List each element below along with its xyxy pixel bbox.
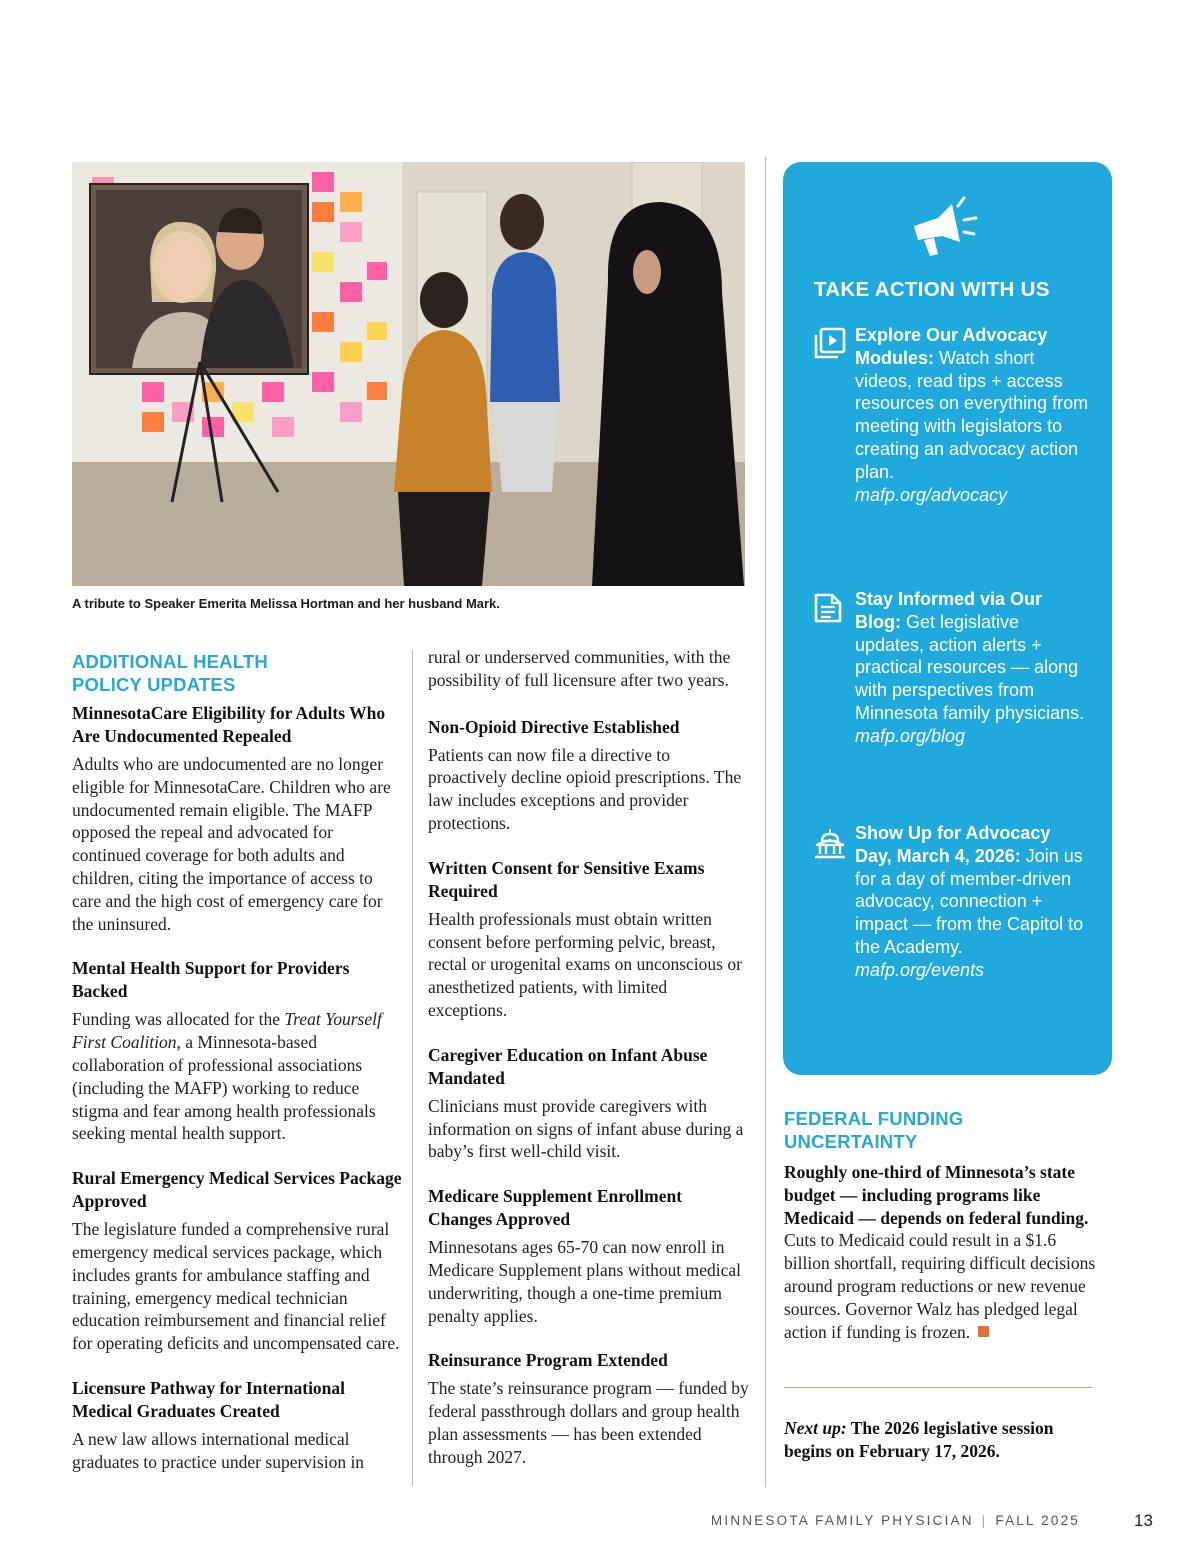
additional-updates-column-1 (72, 650, 402, 1474)
article-caregiver-education (428, 1044, 750, 1163)
article-body: A new law allows international medical graduates to practice under supervision in (72, 1428, 365, 1472)
publication-name: MINNESOTA FAMILY PHYSICIAN (710, 1513, 974, 1528)
capitol-building-icon (813, 828, 847, 860)
tribute-photo (72, 162, 745, 586)
article-headline: Non-Opioid Directive Established (428, 716, 680, 737)
article-headline: Rural Emergency Medical Services Package Approved (72, 1168, 402, 1212)
next-up-note: Next up: The 2026 legislative session begins on February 17, 2026. (784, 1418, 1054, 1461)
article-headline: MinnesotaCare Eligibility for Adults Who Are Undocumented Repealed (72, 703, 386, 746)
take-action-title: TAKE ACTION WITH US (814, 278, 1050, 301)
article-reinsurance (428, 1349, 750, 1468)
article-medicare-supplement (428, 1185, 750, 1327)
article-mental-health (72, 957, 402, 1145)
article-headline: Caregiver Education on Infant Abuse Mandated (428, 1044, 708, 1088)
coalition-name: Treat Yourself First Coalition (72, 1009, 382, 1053)
article-body: Clinicians must provide caregivers with information on signs of infant abuse during a baby’s first well-child visit. (428, 1095, 744, 1162)
article-headline: Licensure Pathway for International Medical Graduates Created (72, 1377, 346, 1421)
article-minnesotacare (72, 702, 402, 935)
events-link[interactable]: mafp.org/events (855, 959, 985, 980)
article-non-opioid (428, 716, 750, 835)
video-modules-icon (813, 326, 847, 360)
article-body: Adults who are undocumented are no longer eligible for MinnesotaCare. Children who are undocumented remain eligible. The MAFP opposed the repeal and advocated for continued coverage for both adults and children, citing the importance of access to care and the high cost of emergency care for the uninsured. (72, 754, 391, 934)
end-of-article-mark (978, 1326, 989, 1337)
article-rural-ems (72, 1167, 402, 1355)
federal-funding-body: Roughly one-third of Minnesota’s state budget — including programs like Medicaid — depends on federal funding. Cuts to Medicaid could result in a $1.6 billion shortfall, requiring difficult decisions around program reductions or new revenue sources. Governor Walz has pledged legal action if funding is frozen. (784, 1162, 1096, 1342)
article-headline: Mental Health Support for Providers Backed (72, 958, 350, 1002)
megaphone-icon (908, 196, 982, 264)
blog-link[interactable]: mafp.org/blog (855, 725, 966, 746)
article-body: The legislature funded a comprehensive rural emergency medical services package, which includes grants for ambulance staffing and training, emergency medical technician education reimbursement and financial relief for operating deficits and uncompensated care. (72, 1219, 400, 1354)
take-action-box (783, 162, 1112, 1075)
advocacy-link[interactable]: mafp.org/advocacy (855, 484, 1008, 505)
article-written-consent (428, 857, 750, 1022)
article-body: Minnesotans ages 65-70 can now enroll in Medicare Supplement plans without medical underwriting, though a one-time premium penalty applies. (428, 1237, 741, 1326)
action-item-blog: Stay Informed via Our Blog: Get legislative updates, action alerts + practical resources — along with perspectives from Minnesota family physicians. mafp.org/blog (855, 588, 1090, 748)
additional-updates-title: ADDITIONAL HEALTH POLICY UPDATES (72, 651, 268, 695)
column-divider-2 (765, 157, 766, 1487)
page-number: 13 (1134, 1511, 1153, 1530)
additional-updates-column-2 (428, 646, 750, 1469)
federal-funding-section (784, 1107, 1104, 1343)
blog-document-icon (813, 592, 843, 624)
article-headline: Reinsurance Program Extended (428, 1350, 668, 1371)
article-body: Health professionals must obtain written consent before performing pelvic, breast, rectal or urogenital exams on unconscious or anesthetized patients, with limited exceptions. (428, 908, 742, 1020)
section-divider (784, 1387, 1092, 1388)
action-item-advocacy-modules: Explore Our Advocacy Modules: Watch short videos, read tips + access resources on everything from meeting with legislators to creating an advocacy action plan. mafp.org/advocacy (855, 325, 1089, 505)
tribute-photo-illustration (72, 162, 745, 586)
issue-label: FALL 2025 (995, 1513, 1080, 1528)
column-divider-1 (412, 650, 413, 1486)
article-continuation: rural or underserved communities, with the possibility of full licensure after two years. (428, 647, 731, 690)
article-headline: Medicare Supplement Enrollment Changes Approved (428, 1186, 683, 1230)
action-item-advocacy-day: Show Up for Advocacy Day, March 4, 2026: Join us for a day of member-driven advocacy, connection + impact — from the Capitol to the Academy. mafp.org/events (855, 822, 1090, 982)
federal-funding-title: FEDERAL FUNDING UNCERTAINTY (784, 1108, 964, 1152)
article-body: The state’s reinsurance program — funded by federal passthrough dollars and group health plan assessments — has been extended through 2027. (428, 1378, 749, 1467)
article-body: Funding was allocated for the Treat Yourself First Coalition, a Minnesota-based collaboration of professional associations (including the MAFP) working to reduce stigma and fear among health professionals seeking mental health support. (72, 1009, 382, 1144)
article-body: Patients can now file a directive to proactively decline opioid prescriptions. The law includes exceptions and provider protections. (428, 744, 742, 833)
page-footer (711, 1513, 1080, 1528)
footer-separator: | (981, 1513, 988, 1528)
article-headline: Written Consent for Sensitive Exams Required (428, 857, 705, 901)
photo-caption: A tribute to Speaker Emerita Melissa Hortman and her husband Mark. (72, 596, 500, 611)
article-img-licensure (72, 1377, 402, 1474)
